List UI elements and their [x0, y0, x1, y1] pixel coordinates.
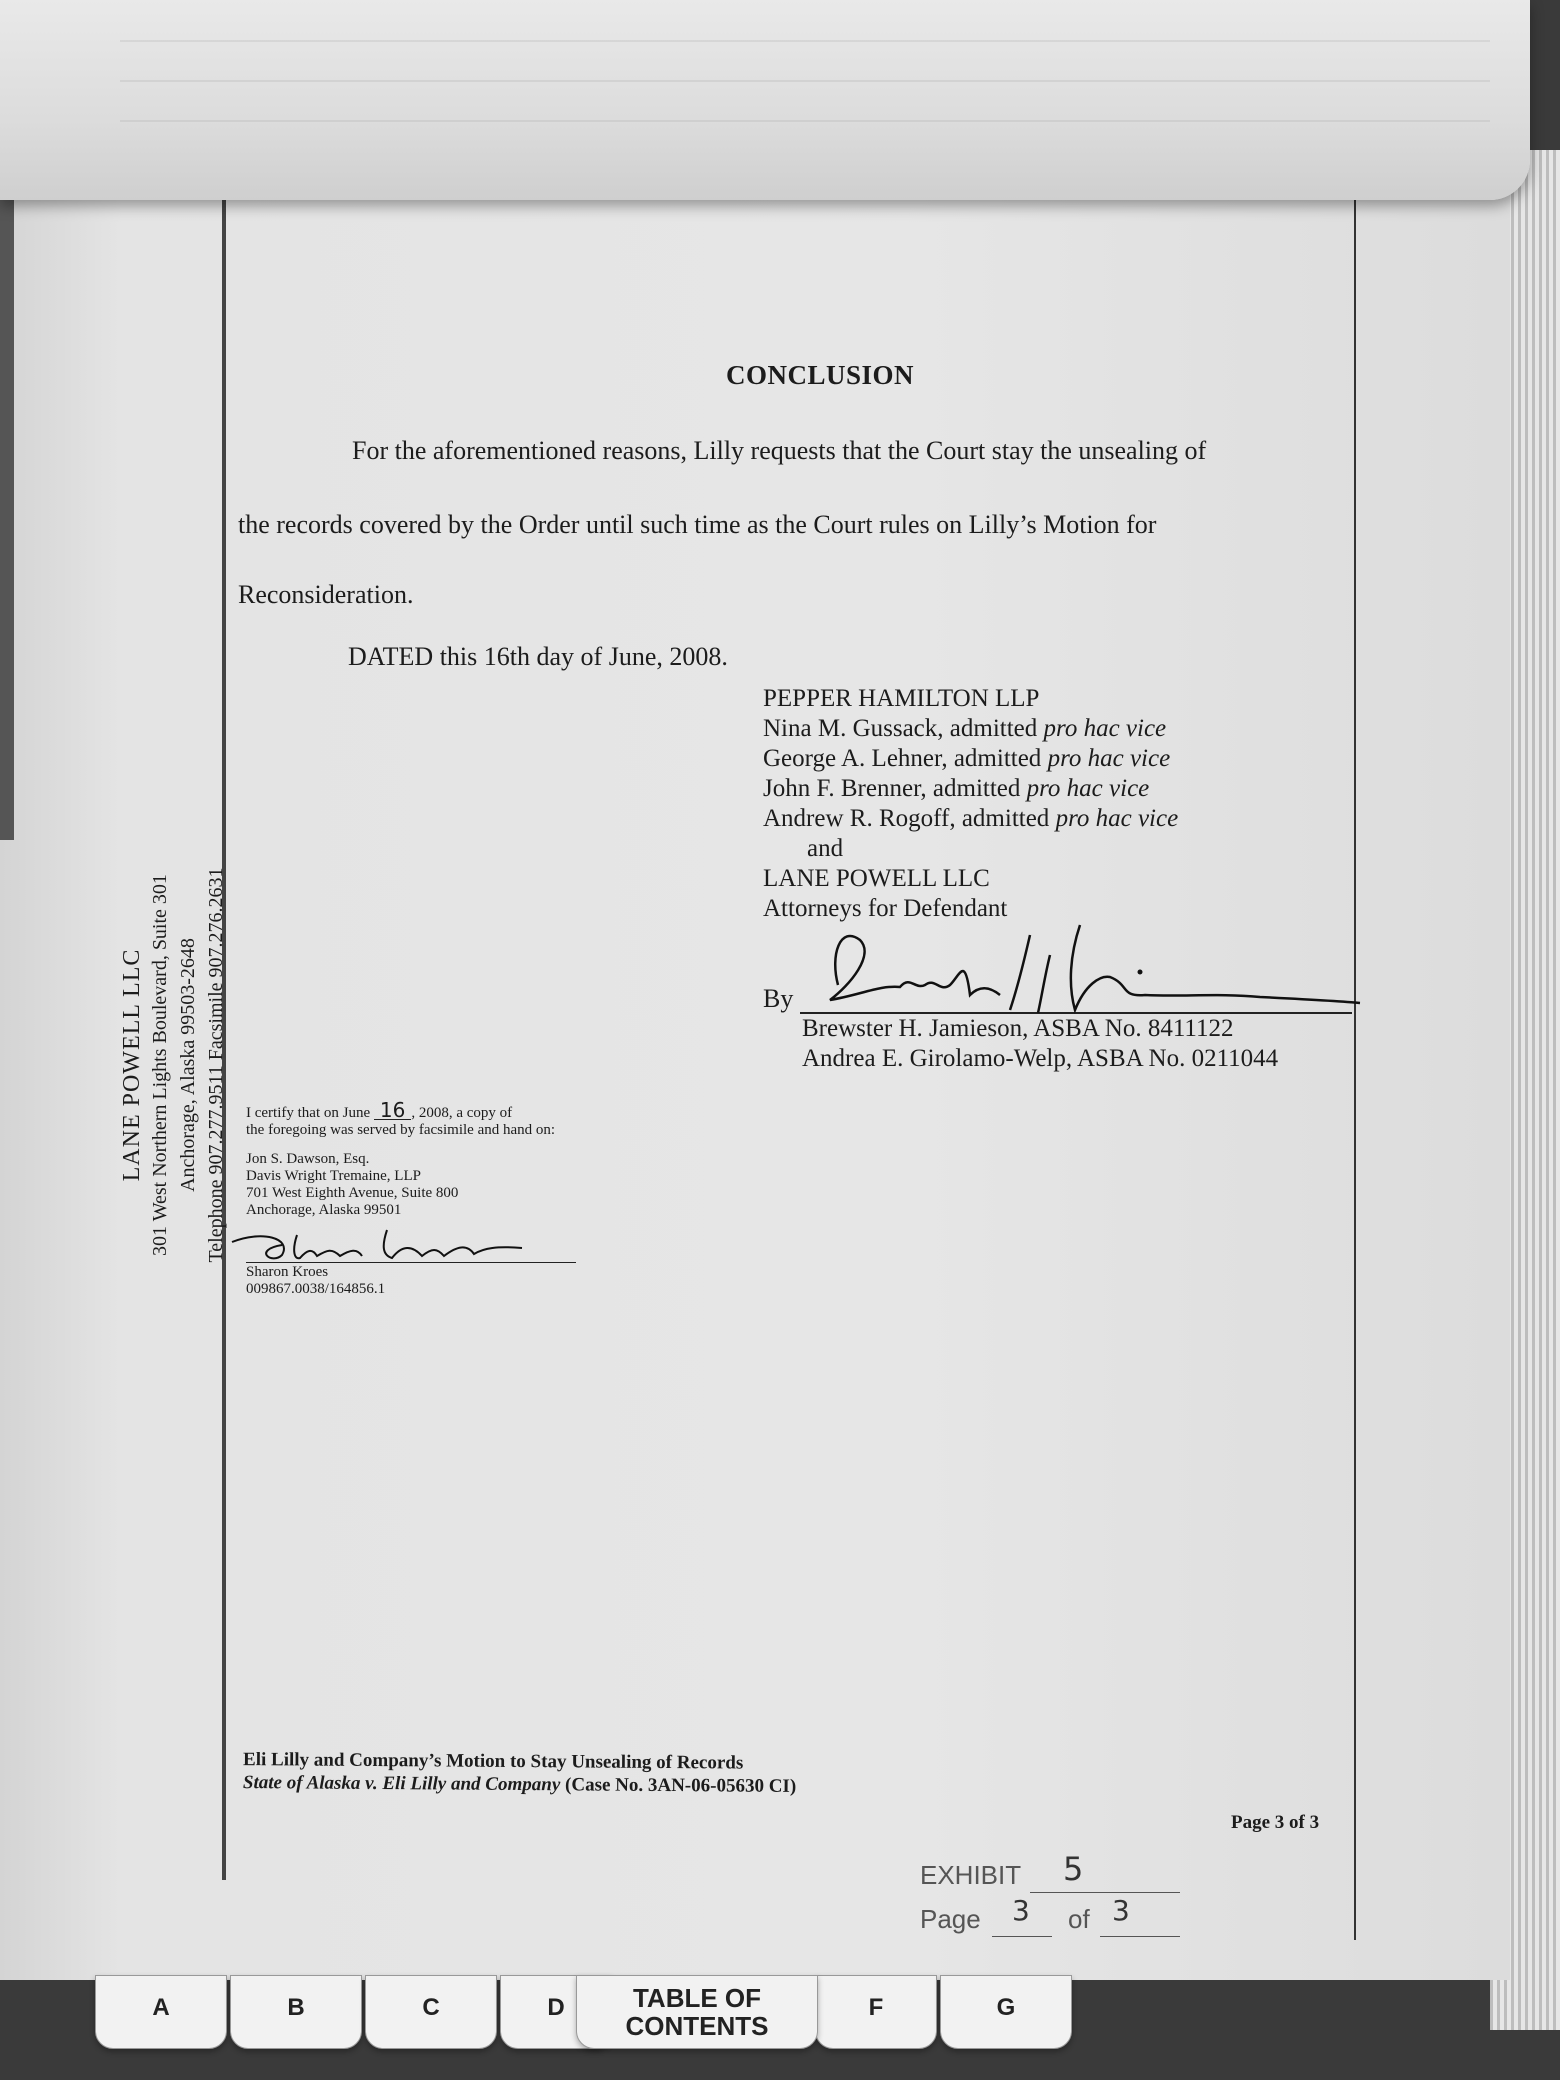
cert-addressee: Jon S. Dawson, Esq.	[246, 1151, 370, 1167]
footer-case: State of Alaska v. Eli Lilly and Company (Case No. 3AN-06-05630 CI)	[242, 1772, 797, 1797]
conclusion-line-3: Reconsideration.	[238, 580, 414, 609]
attorney-line: Nina M. Gussack, admitted pro hac vice	[763, 715, 1167, 742]
and-word: and	[807, 835, 844, 862]
binder-edge	[0, 190, 14, 840]
firm-phone: Telephone 907.277.9511 Facsimile 907.276.2631	[205, 867, 227, 1263]
counsel-block	[763, 684, 1178, 924]
conclusion-line-1: For the aforementioned reasons, Lilly requests that the Court stay the unsealing of	[352, 436, 1207, 465]
tab-c[interactable]: C	[365, 1975, 497, 2049]
firm-city: Anchorage, Alaska 99503-2648	[177, 938, 199, 1192]
attorney-line: George A. Lehner, admitted pro hac vice	[763, 745, 1171, 772]
cert-firm: Davis Wright Tremaine, LLP	[246, 1168, 421, 1184]
exhibit-page-label: Page	[920, 1904, 981, 1934]
dated-line: DATED this 16th day of June, 2008.	[348, 642, 728, 671]
tab-table-of-contents[interactable]: TABLE OF CONTENTS	[576, 1975, 818, 2049]
exhibit-label: EXHIBIT	[920, 1860, 1022, 1890]
cert-street: 701 West Eighth Avenue, Suite 800	[246, 1185, 459, 1201]
tab-d[interactable]: D	[500, 1975, 612, 2049]
exhibit-number: 5	[1063, 1850, 1084, 1888]
footer-title: Eli Lilly and Company’s Motion to Stay Unsealing of Records	[243, 1749, 744, 1774]
signer-2: Andrea E. Girolamo-Welp, ASBA No. 0211044	[802, 1045, 1279, 1072]
counsel-role: Attorneys for Defendant	[763, 895, 1008, 922]
certificate-of-service	[246, 1098, 556, 1219]
tab-f[interactable]: F	[815, 1975, 937, 2049]
tab-a[interactable]: A	[95, 1975, 227, 2049]
exhibit-stamp	[920, 1850, 1190, 1948]
cert-docno: 009867.0038/164856.1	[246, 1281, 386, 1297]
cert-signer: Sharon Kroes	[246, 1264, 329, 1280]
page-number: Page 3 of 3	[1231, 1812, 1320, 1833]
cert-signature	[222, 1220, 552, 1270]
previous-page-fold	[0, 0, 1530, 200]
attorney-signature	[800, 915, 1360, 1025]
section-heading: CONCLUSION	[726, 360, 915, 390]
tab-b[interactable]: B	[230, 1975, 362, 2049]
document-footer	[243, 1748, 797, 1798]
tab-g[interactable]: G	[940, 1975, 1072, 2049]
binder-tabs	[0, 1975, 1560, 2080]
attorney-line: Andrew R. Rogoff, admitted pro hac vice	[763, 805, 1179, 832]
attorney-line: John F. Brenner, admitted pro hac vice	[763, 775, 1150, 802]
cert-line-1: I certify that on June 16 , 2008, a copy of	[246, 1098, 513, 1122]
cert-day: 16	[374, 1102, 411, 1120]
signer-1: Brewster H. Jamieson, ASBA No. 8411122	[802, 1015, 1234, 1042]
firm-name: LANE POWELL LLC	[119, 948, 145, 1182]
right-margin-rule	[1354, 170, 1356, 1940]
exhibit-of-label: of	[1068, 1904, 1090, 1934]
firm-address: 301 West Northern Lights Boulevard, Suite 301	[149, 874, 171, 1256]
by-label: By	[763, 984, 794, 1013]
counsel-firm-1: PEPPER HAMILTON LLP	[763, 685, 1040, 712]
firm-letterhead	[118, 825, 230, 1305]
exhibit-total: 3	[1112, 1894, 1130, 1927]
cert-line-2: the foregoing was served by facsimile and hand on:	[246, 1122, 556, 1138]
cert-city: Anchorage, Alaska 99501	[246, 1202, 402, 1218]
exhibit-page: 3	[1012, 1894, 1030, 1927]
conclusion-line-2: the records covered by the Order until such time as the Court rules on Lilly’s Motion for	[238, 510, 1157, 539]
counsel-firm-2: LANE POWELL LLC	[763, 865, 990, 892]
